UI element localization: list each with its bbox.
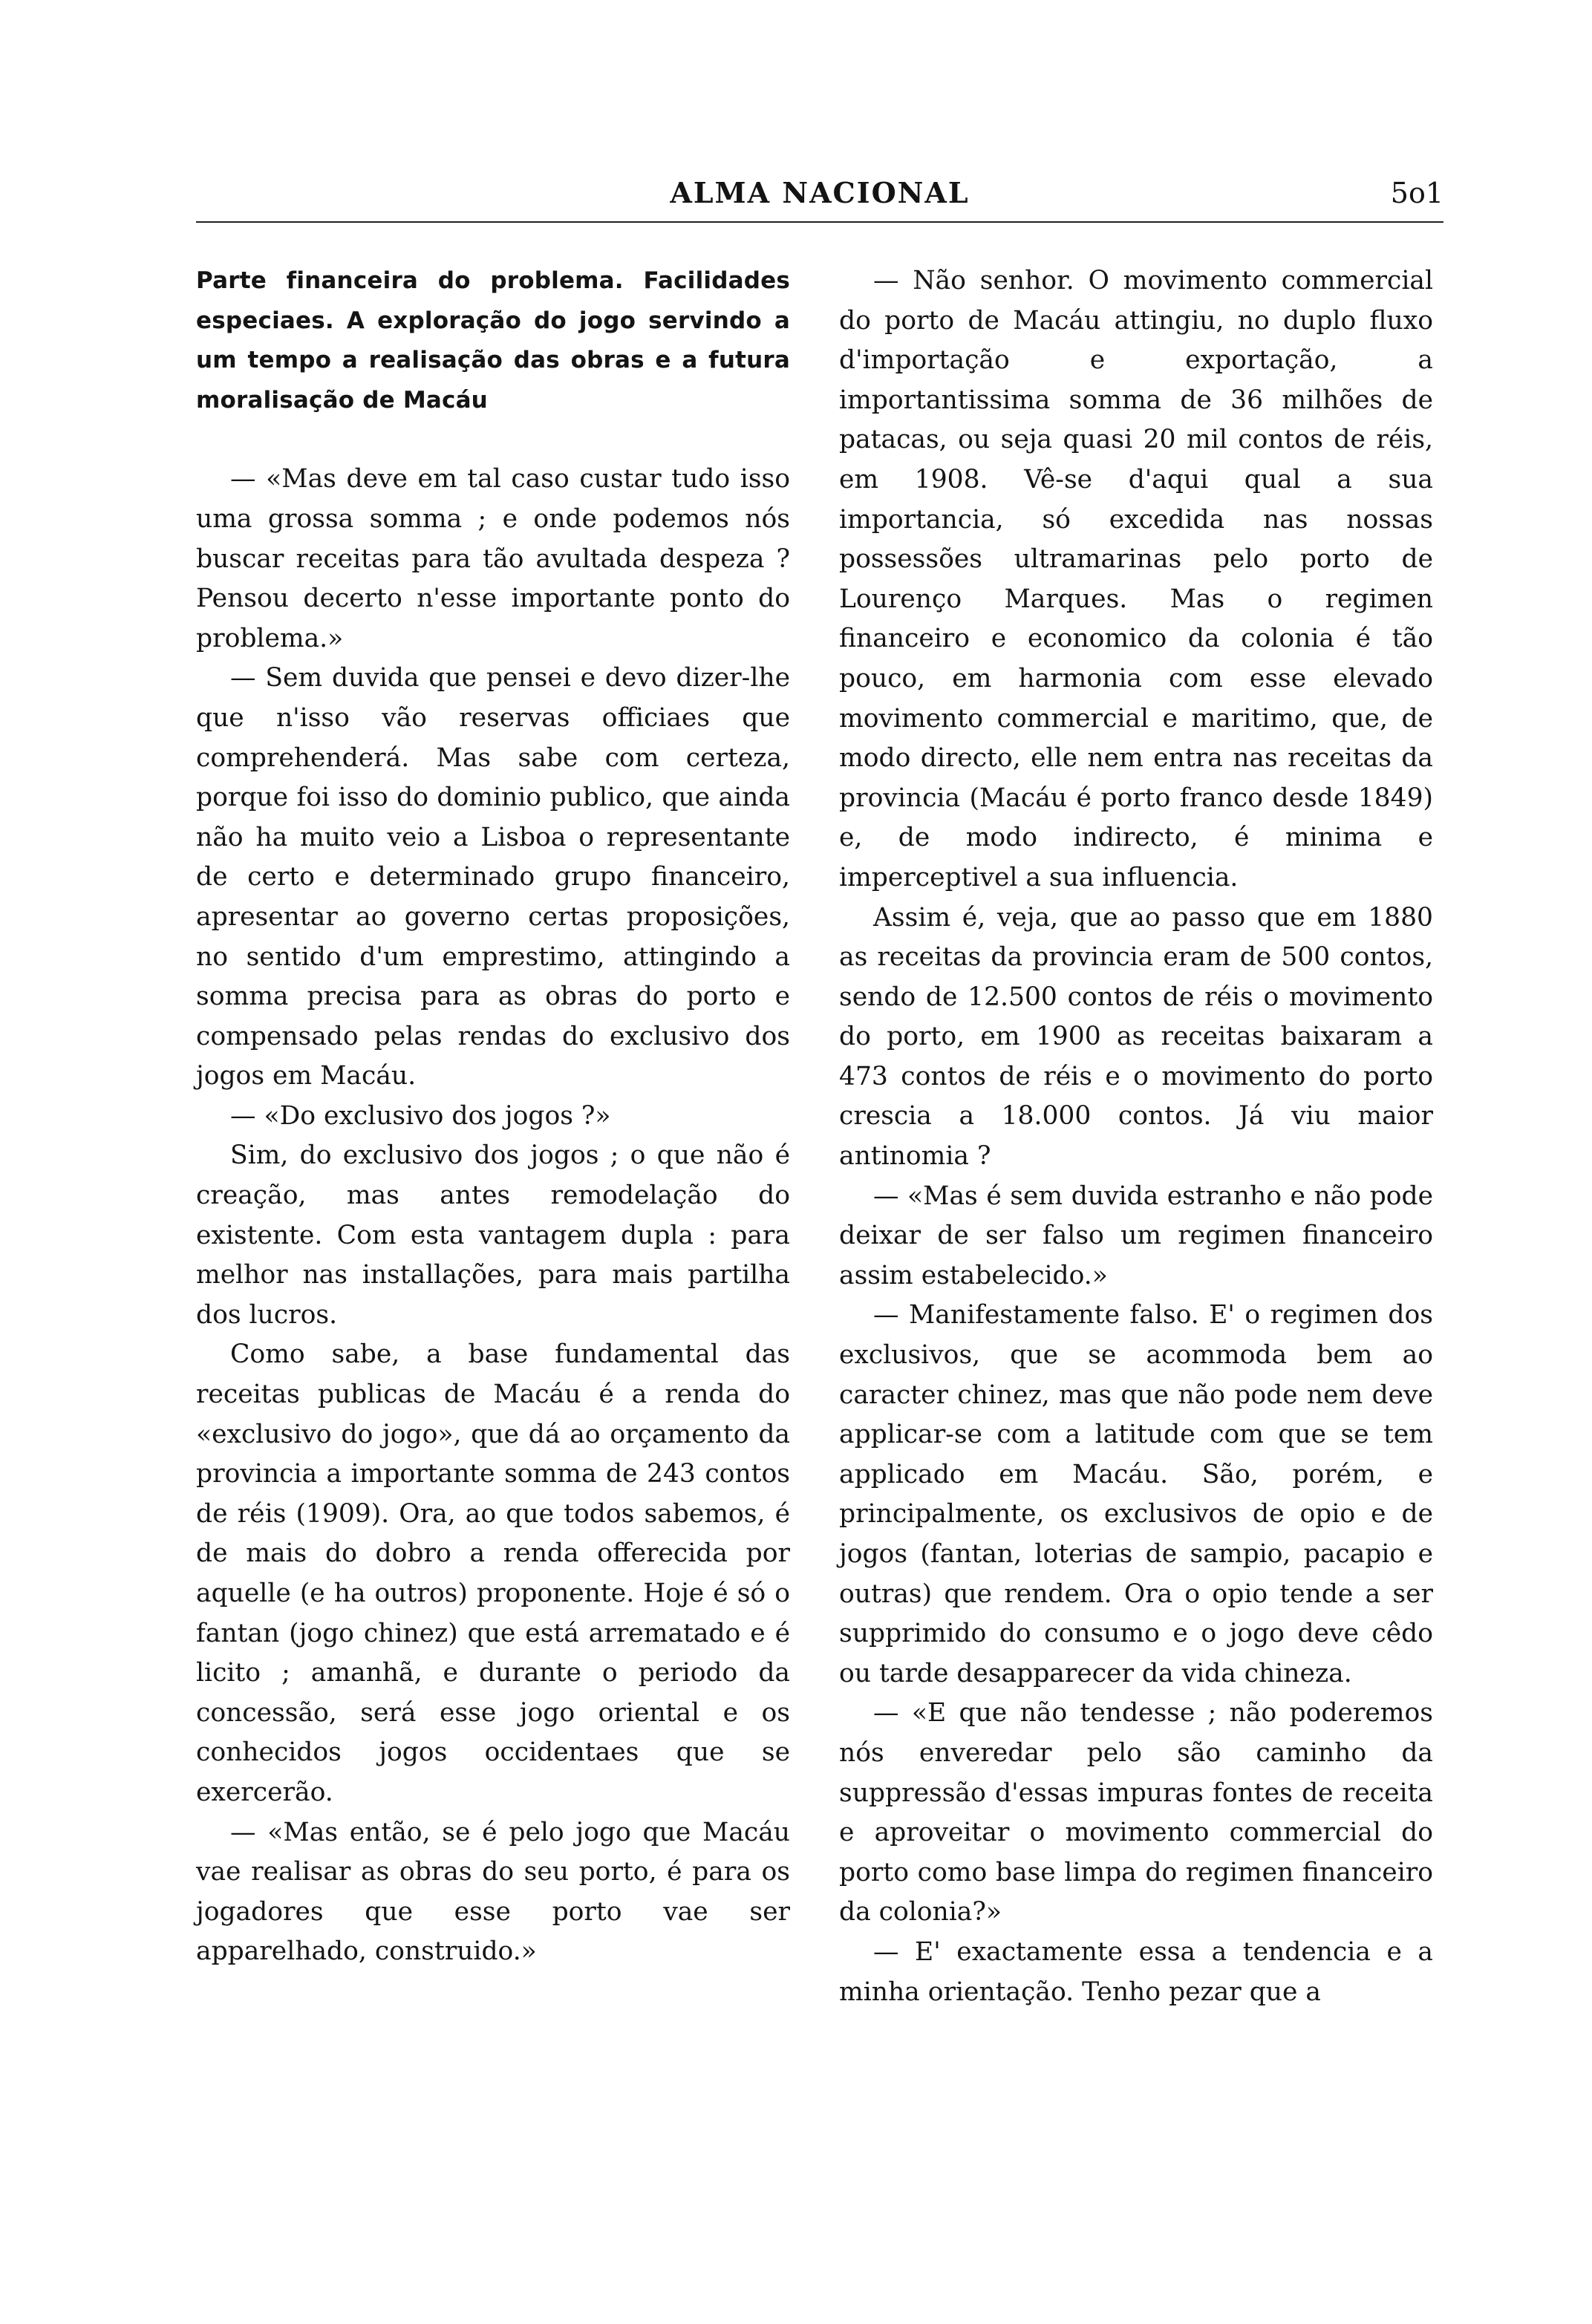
page-number: 5o1 [1390,177,1443,209]
section-heading: Parte financeira do problema. Facilidades especiaes. A exploração do jogo servindo a um tempo a realisação das obras e a futura moralisação de Macáu [196,267,790,414]
paragraph: — Não senhor. O movimento commercial do porto de Macáu attingiu, no duplo fluxo d'importação e exportação, a importantissima somma de 36 milhões de patacas, ou seja quasi 20 mil contos de réis, em 1908. Vê-se d'aqui qual a sua importancia, só excedida nas nossas possessões ultramarinas pelo porto de Lourenço Marques. Mas o regimen financeiro e economico da colonia é tão pouco, em harmonia com esse elevado movimento commercial e maritimo, que, de modo directo, elle nem entra nas receitas da provincia (Macáu é porto franco desde 1849) e, de modo indirecto, é minima e imperceptivel a sua influencia. [839,266,1433,892]
paragraph: Sim, do exclusivo dos jogos ; o que não é creação, mas antes remodelação do existente. Com esta vantagem dupla : para melhor nas installações, para mais partilha dos lucros. [196,1140,790,1330]
right-column [839,261,1433,2012]
paragraph: — E' exactamente essa a tendencia e a minha orientação. Tenho pezar que a [839,1936,1433,2007]
paragraph: Assim é, veja, que ao passo que em 1880 as receitas da provincia eram de 500 contos, sendo de 12.500 contos de réis o movimento do porto, em 1900 as receitas baixaram a 473 contos de réis e o movimento do porto crescia a 18.000 contos. Já viu maior antinomia ? [839,902,1433,1172]
paragraph: — «Do exclusivo dos jogos ?» [230,1100,611,1131]
running-header [196,172,1443,218]
paragraph: — «Mas então, se é pelo jogo que Macáu vae realisar as obras do seu porto, é para os jogadores que esse porto vae ser apparelhado, construido.» [196,1817,790,1967]
paragraph: — Sem duvida que pensei e devo dizer-lhe que n'isso vão reservas officiaes que comprehenderá. Mas sabe com certeza, porque foi isso do dominio publico, que ainda não ha muito veio a Lisboa o representante de certo e determinado grupo financeiro, apresentar ao governo certas proposições, no sentido d'um emprestimo, attingindo a somma precisa para as obras do porto e compensado pelas rendas do exclusivo dos jogos em Macáu. [196,663,790,1091]
left-column [196,261,790,1972]
running-title: ALMA NACIONAL [670,176,970,209]
paragraph: — «E que não tendesse ; não poderemos nós enveredar pelo são caminho da suppressão d'essas impuras fontes de receita e aproveitar o movimento commercial do porto como base limpa do regimen financeiro da colonia?» [839,1698,1433,1928]
paragraph: Como sabe, a base fundamental das receitas publicas de Macáu é a renda do «exclusivo do jogo», que dá ao orçamento da provincia a importante somma de 243 contos de réis (1909). Ora, ao que todos sabemos, é de mais do dobro a renda offerecida por aquelle (e ha outros) proponente. Hoje é só o fantan (jogo chinez) que está arrematado e é licito ; amanhã, e durante o periodo da concessão, será esse jogo oriental e os conhecidos jogos occidentaes que se exercerão. [196,1339,790,1807]
paragraph: — «Mas é sem duvida estranho e não pode deixar de ser falso um regimen financeiro assim estabelecido.» [839,1181,1433,1290]
paragraph: — Manifestamente falso. E' o regimen dos exclusivos, que se acommoda bem ao caracter chinez, mas que não pode nem deve applicar-se com a latitude com que se tem applicado em Macáu. São, porém, e principalmente, os exclusivos de opio e de jogos (fantan, loterias de sampio, pacapio e outras) que rendem. Ora o opio tende a ser supprimido do consumo e o jogo deve cêdo ou tarde desapparecer da vida chineza. [839,1300,1433,1688]
paragraph: — «Mas deve em tal caso custar tudo isso uma grossa somma ; e onde podemos nós buscar receitas para tão avultada despeza ? Pensou decerto n'esse importante ponto do problema.» [196,464,790,653]
header-rule [196,221,1443,223]
